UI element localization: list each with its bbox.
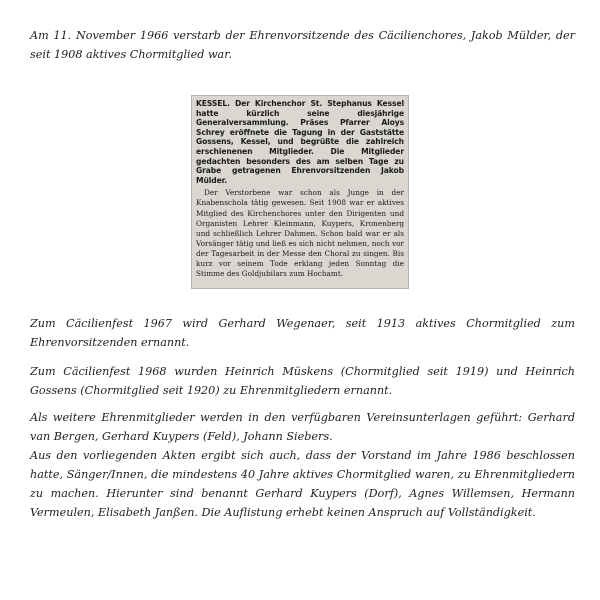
paragraph-intro: Am 11. November 1966 verstarb der Ehrenvorsitzende des Cäcilienchores, Jakob Mülder, der seit 1908 aktives Chormitglied war. bbox=[30, 29, 575, 61]
paragraph-further-members: Als weitere Ehrenmitglieder werden in den verfügbaren Vereinsunterlagen geführt: Gerhard van Bergen, Gerhard Kuypers (Feld), Johann Siebers. bbox=[30, 411, 575, 443]
paragraph-cecilia-1968: Zum Cäcilienfest 1968 wurden Heinrich Müskens (Chormitglied seit 1919) und Heinrich Gossens (Chormitglied seit 1920) zu Ehrenmitgliedern ernannt. bbox=[30, 365, 575, 397]
clipping-body: Der Verstorbene war schon als Junge in der Knabenschola tätig gewesen. Seit 1908 war er aktives Mitglied des Kirchenchores unter den Dirigenten und Organisten Lehrer Kleinmann, Kuypers, Kronenberg und schließlich Lehrer Dahmen. Schon bald war er als Vorsänger tätig und ließ es sich nicht nehmen, noch vor der Tagesarbeit in der Messe den Choral zu singen. Bis kurz vor seinem Tode erklang jeden Sonntag die Stimme des Goldjubilars zum Hochamt. bbox=[196, 188, 404, 279]
paragraph-board-decision: Aus den vorliegenden Akten ergibt sich auch, dass der Vorstand im Jahre 1986 beschlossen hatte, Sänger/Innen, die mindestens 40 Jahre aktives Chormitglied waren, zu Ehrenmitgliedern zu machen. Hierunter sind benannt Gerhard Kuypers (Dorf), Agnes Willemsen, Hermann Vermeulen, Elisabeth Janßen. Die Auflistung erhebt keinen Anspruch auf Vollständigkeit. bbox=[30, 449, 575, 519]
paragraph-group-honorary-members bbox=[30, 408, 575, 522]
newspaper-clipping bbox=[191, 95, 409, 289]
clipping-headline: KESSEL. Der Kirchenchor St. Stephanus Kessel hatte kürzlich seine diesjährige Generalversammlung. Präses Pfarrer Aloys Schrey eröffnete die Tagung in der Gaststätte Gossens, Kessel, und begrüßte die zahlreich erschienenen Mitglieder. Die Mitglieder gedachten besonders des am selben Tage zu Grabe getragenen Ehrenvorsitzenden Jakob Mülder. bbox=[196, 99, 404, 185]
paragraph-cecilia-1967: Zum Cäcilienfest 1967 wird Gerhard Wegenaer, seit 1913 aktives Chormitglied zum Ehrenvorsitzenden ernannt. bbox=[30, 317, 575, 349]
